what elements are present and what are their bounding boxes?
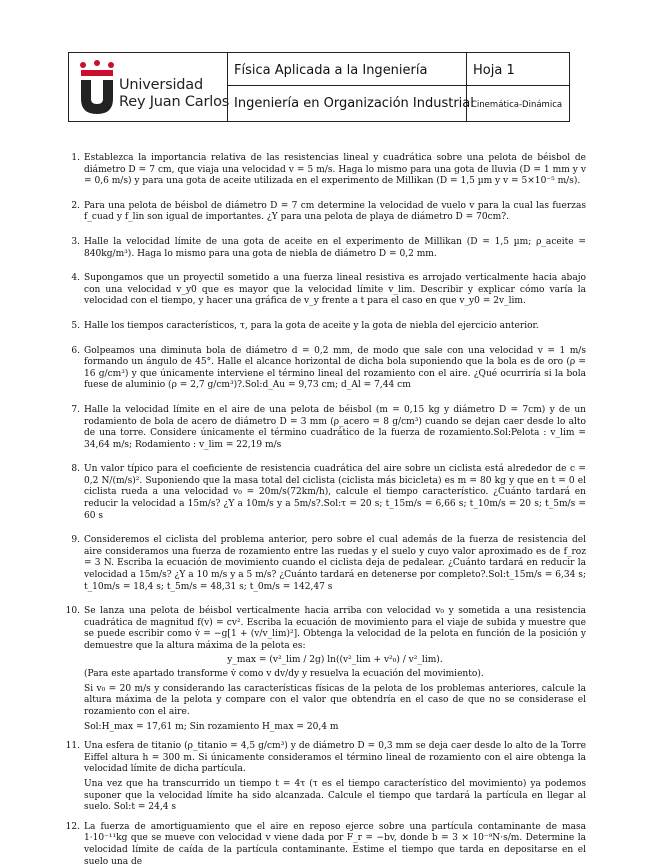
problem-number: 1. (71, 153, 80, 163)
university-crest-icon (77, 59, 117, 115)
problem-text: Halle la velocidad límite en el aire de una pelota de béisbol (m = 0,15 kg y diámetro D = 7cm) y de un rodamiento de bola de acero de diámetro D = 3 mm (ρ_acero = 8 g/cm³) cuando se dejan caer desde lo alto de una torre. Considere únicamente el término cuadrático de la fuerza de rozamiento.Sol:Pelota : v_lim = 34,64 m/s; Rodamiento : v_lim = 22,19 m/s (84, 404, 586, 450)
problem-item (64, 535, 586, 593)
problem-text: La fuerza de amortiguamiento que el aire en reposo ejerce sobre una partícula contaminante de masa 1·10⁻¹¹kg que se mueve con velocidad v viene dada por F_r = −bv, donde b = 3 × 10⁻⁹N·s/m. Determine la velocidad límite de caída de la partícula contaminante. Estime el tiempo que tarda en depositarse en el suelo una de (84, 821, 586, 867)
problem-number: 2. (71, 200, 80, 211)
problem-text: Supongamos que un proyectil sometido a una fuerza lineal resistiva es arrojado verticalmente hacia abajo con una velocidad v_y0 que es mayor que la velocidad límite v_lim. Describir y explicar cómo varía la velocidad con el tiempo, y hacer una gráfica de v_y frente a t para el caso en que v_y0 = 2v_lim. (84, 273, 586, 307)
problem-number: 5. (71, 320, 80, 331)
page-header (68, 52, 570, 122)
problem-item (64, 321, 586, 333)
problem-text: Establezca la importancia relativa de las resistencias lineal y cuadrática sobre una pelota de béisbol de diámetro D = 7 cm, que viaja una velocidad v = 5 m/s. Haga lo mismo para una gota de lluvia (D = 1 mm y v = 0,6 m/s) y para una gota de aceite utilizada en el experimento de Millikan (D = 1,5 µm y v = 5×10⁻⁵ m/s). (84, 153, 586, 187)
problem-item (64, 606, 586, 733)
problem-item (64, 201, 586, 224)
problem-number: 6. (71, 345, 80, 356)
problem-text: Golpeamos una diminuta bola de diámetro d = 0,2 mm, de modo que sale con una velocidad v = 1 m/s formando un ángulo de 45°. Halle el alcance horizontal de dicha bola suponiendo que la bola es de oro (ρ = 16 g/cm³) y que únicamente interviene el término lineal del rozamiento con el aire. ¿Qué ocurriría si la bola fuese de aluminio (ρ = 2,7 g/cm³)?.Sol:d_Au = 9,73 cm; d_Al = 7,44 cm (84, 345, 586, 391)
course-title: Física Aplicada a la Ingeniería (228, 53, 466, 86)
university-name-line1: Universidad (119, 77, 203, 93)
problem-text: Una esfera de titanio (ρ_titanio = 4,5 g/cm³) y de diámetro D = 0,3 mm se deja caer desde lo alto de la Torre Eiffel altura h = 300 m. Si únicamente consideramos el término lineal de rozamiento con el aire obtenga la velocidad límite de dicha partícula. (84, 741, 586, 775)
problem-number: 11. (65, 741, 80, 752)
sheet-topic: Cinemática-Dinámica (471, 100, 563, 110)
problem-text: Halle la velocidad límite de una gota de aceite en el experimento de Millikan (D = 1,5 µm; ρ_aceite = 840kg/m³). Haga lo mismo para una gota de niebla de diámetro D = 0,2 mm. (84, 236, 586, 259)
problem-text: Para una pelota de béisbol de diámetro D = 7 cm determine la velocidad de vuelo v para la cual las fuerzas f_cuad y f_lin son igual de importantes. ¿Y para una pelota de playa de diámetro D = 70cm?. (84, 200, 586, 223)
problem-text: Un valor típico para el coeficiente de resistencia cuadrática del aire sobre un ciclista está alrededor de c = 0,2 N/(m/s)². Suponiendo que la masa total del ciclista (ciclista más bicicleta) es m = 80 kg y que en t = 0 el ciclista rueda a una velocidad v₀ = 20m/s(72km/h), calcule el tiempo característico. ¿Cuánto tardará en reducir la velocidad a 15m/s? ¿Y a 10m/s y a 5m/s?.Sol:τ = 20 s; t_15m/s = 6,66 s; t_10m/s = 20 s; t_5m/s = 60 s (84, 464, 586, 521)
solution-text: Sol:H_max = 17,61 m; Sin rozamiento H_max = 20,4 m (84, 721, 339, 732)
degree-title: Ingeniería en Organización Industrial (234, 96, 474, 111)
problem-item (64, 464, 586, 522)
problem-number: 3. (71, 236, 80, 247)
problem-number: 7. (71, 404, 80, 415)
problem-text: Halle los tiempos característicos, τ, para la gota de aceite y la gota de niebla del ejercicio anterior. (84, 320, 539, 331)
problem-item (64, 822, 586, 868)
problem-text: Si v₀ = 20 m/s y considerando las características físicas de la pelota de los problemas anteriores, calcule la altura máxima de la pelota y compare con el valor que obtendría en el caso de que no se considerase el rozamiento con el aire. (84, 683, 586, 717)
problem-list (64, 153, 586, 868)
problem-item (64, 346, 586, 392)
sheet-number: Hoja 1 (467, 53, 569, 86)
problem-number: 4. (71, 273, 80, 284)
problem-text: Consideremos el ciclista del problema anterior, pero sobre el cual además de la fuerza de resistencia del aire consideramos una fuerza de rozamiento entre las ruedas y el suelo y cuyo valor aproximado es de f_roz = 3 N. Escriba la ecuación de movimiento cuando el ciclista deja de pedalear. ¿Cuánto tardará en reducir la velocidad a 15m/s? ¿Y a 10 m/s y a 5 m/s? ¿Cuánto tardará en detenerse por completo?.Sol:t_15m/s = 6,34 s; t_10m/s = 18,4 s; t_5m/s = 48,31 s; t_0m/s = 142,47 s (84, 535, 586, 592)
problem-text: Una vez que ha transcurrido un tiempo t = 4τ (τ es el tiempo característico del movimiento) ya podemos suponer que la velocidad límite ha sido alcanzada. Calcule el tiempo que tardará la partícula en llegar al suelo. Sol:t = 24,4 s (84, 778, 586, 813)
problem-number: 12. (65, 821, 80, 832)
problem-text: Se lanza una pelota de béisbol verticalmente hacia arriba con velocidad v₀ y sometida a una resistencia cuadrática de magnitud f(v) = cv². Escriba la ecuación de movimiento para el viaje de subida y muestre que se puede escribir como v̇ = −g[1 + (v/v_lim)²]. Obtenga la velocidad de la pelota en función de la posición y demuestre que la altura máxima de la pelota es: (84, 606, 586, 651)
problem-number: 10. (65, 606, 80, 617)
university-name-line2: Rey Juan Carlos (119, 94, 230, 110)
problem-item (64, 237, 586, 260)
problem-item (64, 273, 586, 308)
problem-text: (Para este apartado transforme v̇ como v dv/dy y resuelva la ecuación del movimiento). (84, 669, 484, 680)
university-logo (69, 53, 228, 121)
problem-item (64, 405, 586, 451)
equation: y_max = (v²_lim / 2g) ln((v²_lim + v²₀) / v²_lim). (227, 654, 443, 665)
problem-number: 8. (71, 464, 80, 475)
problem-item (64, 741, 586, 814)
problem-item (64, 153, 586, 188)
problem-number: 9. (71, 535, 80, 546)
